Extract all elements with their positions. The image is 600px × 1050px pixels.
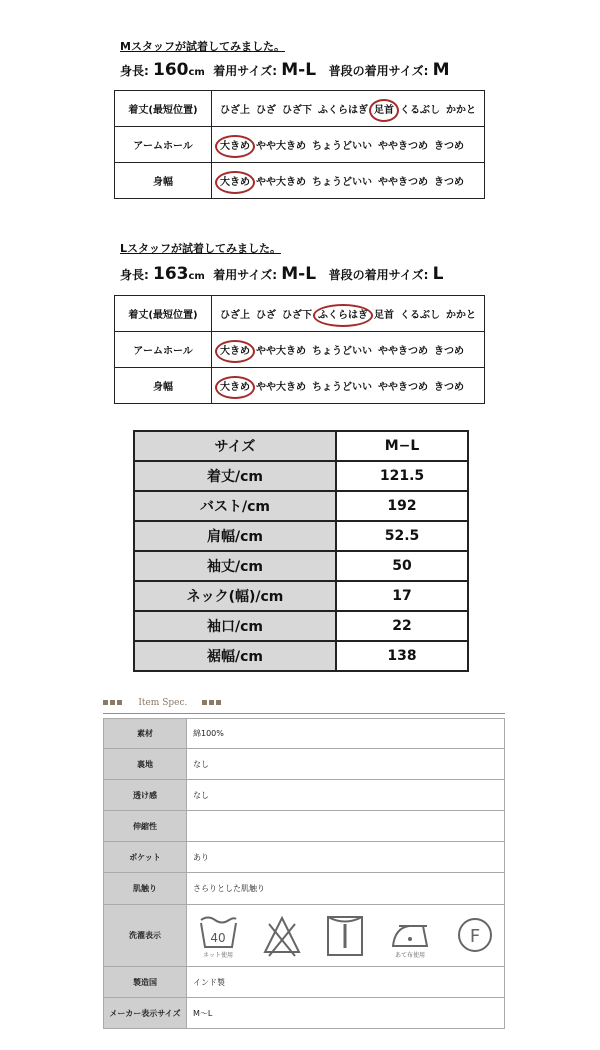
size-key: ネック(幅)/cm — [135, 582, 337, 612]
fit-row-label: 身幅 — [115, 163, 212, 199]
size-key: 袖口/cm — [135, 612, 337, 642]
fit-row-label: 着丈(最短位置) — [115, 296, 212, 332]
fit-row-options — [212, 127, 485, 163]
fit-option: ひざ下 — [282, 310, 312, 321]
size-value: M-L — [281, 60, 317, 80]
wash-icons-cell — [187, 905, 505, 967]
table-row — [135, 462, 467, 492]
square-bullet-icon — [202, 700, 207, 705]
fit-option: くるぶし — [400, 310, 440, 321]
table-row — [135, 522, 467, 552]
spec-key: ポケット — [104, 842, 187, 873]
spec-value: 綿100% — [187, 719, 505, 749]
no-bleach-icon — [261, 914, 303, 958]
spec-value — [187, 811, 505, 842]
square-bullet-icon — [216, 700, 221, 705]
size-value: 121.5 — [337, 462, 467, 492]
height-value: 163 — [153, 264, 189, 284]
spec-value: インド製 — [187, 967, 505, 998]
table-row — [135, 642, 467, 670]
fit-option: ひざ — [256, 310, 276, 321]
size-table — [133, 430, 469, 672]
hand-wash-40-icon — [197, 912, 239, 960]
l-staff-measurements — [120, 264, 443, 284]
spec-value: さらりとした肌触り — [187, 873, 505, 905]
fit-option: ちょうどいい — [312, 177, 372, 188]
size-header-key: サイズ — [135, 432, 337, 462]
table-row — [104, 998, 505, 1029]
fit-row-armhole — [115, 127, 485, 163]
m-staff-title: Mスタッフが試着してみました。 — [120, 40, 285, 53]
item-spec-heading — [103, 698, 223, 708]
fit-row-options — [212, 368, 485, 404]
spec-value: M〜L — [187, 998, 505, 1029]
square-bullet-icon — [110, 700, 115, 705]
spec-key: 素材 — [104, 719, 187, 749]
table-row — [104, 967, 505, 998]
l-staff-fit-table — [114, 295, 485, 404]
fit-option: ひざ — [256, 105, 276, 116]
fit-row-label: 身幅 — [115, 368, 212, 404]
spec-key: 伸縮性 — [104, 811, 187, 842]
table-row — [104, 749, 505, 780]
fit-option: ひざ下 — [282, 105, 312, 116]
fit-row-label: 着丈(最短位置) — [115, 91, 212, 127]
size-value: 50 — [337, 552, 467, 582]
wash-note-text: ネット使用 — [202, 951, 234, 959]
table-row — [104, 780, 505, 811]
table-row — [135, 552, 467, 582]
size-value: M-L — [281, 264, 317, 284]
fit-row-options — [212, 91, 485, 127]
size-header-value: M−L — [337, 432, 467, 462]
size-value: 192 — [337, 492, 467, 522]
size-key: 肩幅/cm — [135, 522, 337, 552]
spec-key: 肌触り — [104, 873, 187, 905]
size-key: 袖丈/cm — [135, 552, 337, 582]
size-table-header — [135, 432, 467, 462]
fit-option-selected: 足首 — [374, 105, 394, 116]
fit-row-options — [212, 332, 485, 368]
fit-option: ややきつめ — [378, 382, 428, 393]
fit-row-length — [115, 91, 485, 127]
fit-option-selected: ふくらはぎ — [318, 310, 368, 321]
spec-key: 裏地 — [104, 749, 187, 780]
wash-icons — [193, 912, 504, 960]
spec-key: 透け感 — [104, 780, 187, 811]
iron-with-cloth-icon — [387, 912, 433, 960]
size-label: 着用サイズ: — [213, 268, 278, 282]
fit-option: きつめ — [434, 177, 464, 188]
m-staff-measurements — [120, 60, 450, 80]
size-value: 138 — [337, 642, 467, 670]
fit-option: かかと — [446, 105, 476, 116]
spec-key: 製造国 — [104, 967, 187, 998]
fit-option-selected: 大きめ — [220, 177, 250, 188]
line-dry-icon — [325, 914, 365, 958]
fit-option: くるぶし — [400, 105, 440, 116]
square-bullet-icon — [103, 700, 108, 705]
fit-option: ひざ上 — [220, 310, 250, 321]
size-value: 52.5 — [337, 522, 467, 552]
height-unit: cm — [188, 67, 205, 78]
fit-option: ひざ上 — [220, 105, 250, 116]
fit-option: やや大きめ — [256, 382, 306, 393]
height-label: 身長: — [120, 268, 149, 282]
spec-key: メーカー表示サイズ — [104, 998, 187, 1029]
fit-row-label: アームホール — [115, 127, 212, 163]
wash-temp-text: 40 — [210, 930, 226, 945]
table-row — [135, 582, 467, 612]
dry-clean-f-icon — [455, 914, 495, 958]
size-key: 着丈/cm — [135, 462, 337, 492]
fit-option: かかと — [446, 310, 476, 321]
fit-option: きつめ — [434, 382, 464, 393]
fit-option: ちょうどいい — [312, 382, 372, 393]
fit-row-width — [115, 368, 485, 404]
square-bullet-icon — [209, 700, 214, 705]
fit-option-selected: 大きめ — [220, 382, 250, 393]
table-row — [135, 492, 467, 522]
usual-size-label: 普段の着用サイズ: — [328, 64, 429, 78]
table-row — [104, 873, 505, 905]
m-staff-fit-table — [114, 90, 485, 199]
divider — [103, 713, 505, 714]
fit-row-length — [115, 296, 485, 332]
table-row — [135, 612, 467, 642]
item-spec-table — [103, 718, 505, 1029]
fit-option: ちょうどいい — [312, 141, 372, 152]
usual-size-value: L — [432, 264, 444, 284]
spec-value: あり — [187, 842, 505, 873]
fit-option: やや大きめ — [256, 141, 306, 152]
square-bullet-icon — [117, 700, 122, 705]
fit-option: 足首 — [374, 310, 394, 321]
size-key: バスト/cm — [135, 492, 337, 522]
height-unit: cm — [188, 271, 205, 282]
fit-option: やや大きめ — [256, 346, 306, 357]
size-key: 裾幅/cm — [135, 642, 337, 670]
fit-option: ややきつめ — [378, 177, 428, 188]
usual-size-value: M — [432, 60, 450, 80]
fit-option: ややきつめ — [378, 141, 428, 152]
table-row-wash — [104, 905, 505, 967]
fit-option: きつめ — [434, 346, 464, 357]
item-spec-title: Item Spec. — [138, 698, 188, 708]
fit-row-label: アームホール — [115, 332, 212, 368]
spec-value: なし — [187, 780, 505, 811]
fit-option-selected: 大きめ — [220, 346, 250, 357]
height-value: 160 — [153, 60, 189, 80]
l-staff-title: Lスタッフが試着してみました。 — [120, 242, 282, 255]
fit-row-armhole — [115, 332, 485, 368]
fit-row-options — [212, 163, 485, 199]
table-row — [104, 719, 505, 749]
size-value: 22 — [337, 612, 467, 642]
fit-option: ややきつめ — [378, 346, 428, 357]
table-row — [104, 811, 505, 842]
fit-option-selected: 大きめ — [220, 141, 250, 152]
usual-size-label: 普段の着用サイズ: — [328, 268, 429, 282]
table-row — [104, 842, 505, 873]
fit-option: やや大きめ — [256, 177, 306, 188]
dry-clean-letter: F — [469, 925, 481, 947]
fit-row-options — [212, 296, 485, 332]
height-label: 身長: — [120, 64, 149, 78]
fit-option: ちょうどいい — [312, 346, 372, 357]
fit-option: ふくらはぎ — [318, 105, 368, 116]
fit-option: きつめ — [434, 141, 464, 152]
spec-value: なし — [187, 749, 505, 780]
spec-key: 洗濯表示 — [104, 905, 187, 967]
size-value: 17 — [337, 582, 467, 612]
fit-row-width — [115, 163, 485, 199]
size-label: 着用サイズ: — [213, 64, 278, 78]
iron-note-text: あて布使用 — [394, 951, 426, 959]
